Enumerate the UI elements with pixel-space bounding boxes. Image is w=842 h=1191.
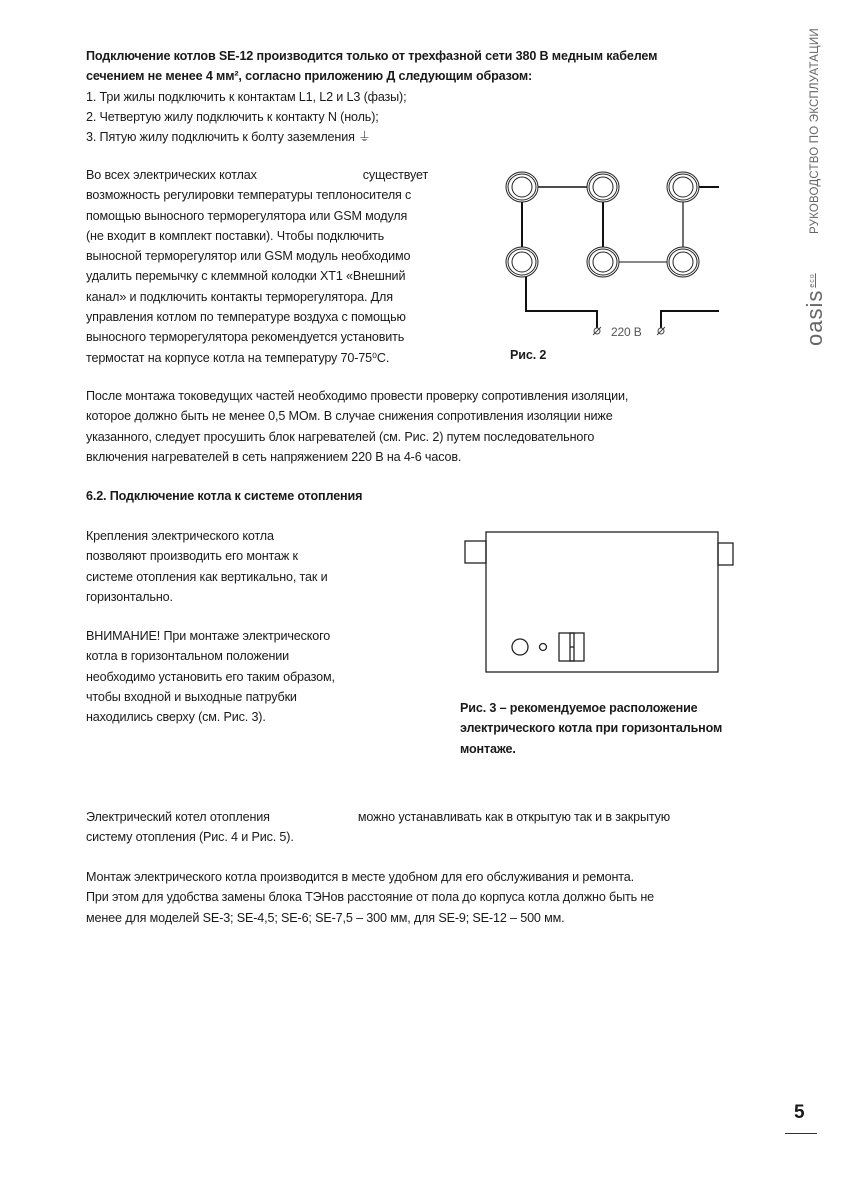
step-item: 3. Пятую жилу подключить к болту заземления ⏚ bbox=[86, 130, 371, 145]
text-line: находились сверху (см. Рис. 3). bbox=[86, 710, 266, 725]
text: можно устанавливать как в открытую так и в закрытую bbox=[357, 810, 671, 824]
text: Во всех электрических котлах bbox=[86, 168, 257, 182]
text-line: чтобы входной и выходные патрубки bbox=[86, 689, 297, 704]
step-item: 1. Три жилы подключить к контактам L1, L2 и L3 (фазы); bbox=[86, 89, 407, 104]
heater-element-icon bbox=[506, 247, 538, 277]
intro-bold-line: Подключение котлов SE-12 производится только от трехфазной сети 380 В медным кабелем bbox=[86, 49, 658, 63]
text-line: помощью выносного терморегулятора или GSM модуля bbox=[86, 208, 408, 223]
intro-bold-line: сечением не менее 4 мм², согласно приложению Д следующим образом: bbox=[86, 69, 533, 84]
page-number-rule bbox=[785, 1133, 817, 1134]
step-item: 2. Четвертую жилу подключить к контакту N (ноль); bbox=[86, 109, 379, 124]
distance-paragraph bbox=[86, 867, 654, 928]
caption-line: Рис. 3 – рекомендуемое расположение bbox=[460, 701, 698, 715]
text-line: выносной терморегулятор или GSM модуль необходимо bbox=[86, 249, 411, 264]
heater-element-icon bbox=[587, 172, 619, 202]
text-line: выносного терморегулятора рекомендуется установить bbox=[86, 330, 405, 345]
insulation-paragraph bbox=[86, 386, 628, 467]
page-number: 5 bbox=[794, 1102, 805, 1123]
heater-element-icon bbox=[667, 172, 699, 202]
text-line: Монтаж электрического котла производится в месте удобном для его обслуживания и ремонта. bbox=[86, 870, 634, 884]
text-line: систему отопления (Рис. 4 и Рис. 5). bbox=[86, 830, 294, 845]
text: Электрический котел отопления bbox=[86, 810, 270, 824]
text-line: ВНИМАНИЕ! При монтаже электрического bbox=[86, 629, 331, 643]
text-line: менее для моделей SE-3; SE-4,5; SE-6; SE-7,5 – 300 мм, для SE-9; SE-12 – 500 мм. bbox=[86, 910, 565, 925]
section-heading: 6.2. Подключение котла к системе отопления bbox=[86, 489, 363, 503]
text-line: горизонтально. bbox=[86, 589, 173, 604]
text-line: позволяют производить его монтаж к bbox=[86, 549, 298, 564]
text-line: указанного, следует просушить блок нагревателей (см. Рис. 2) путем последовательного bbox=[86, 429, 595, 444]
text-line: канал» и подключить контакты терморегулятора. Для bbox=[86, 289, 393, 304]
boiler-horizontal-diagram bbox=[465, 532, 733, 672]
heater-element-icon bbox=[506, 172, 538, 202]
text-line: которое должно быть не менее 0,5 МОм. В случае снижения сопротивления изоляции ниже bbox=[86, 409, 613, 424]
manual-title: РУКОВОДСТВО ПО ЭКСПЛУАТАЦИИ bbox=[809, 28, 821, 234]
figure3-caption bbox=[460, 698, 722, 759]
text-line: (не входит в комплект поставки). Чтобы подключить bbox=[86, 228, 385, 243]
text-line: Крепления электрического котла bbox=[86, 529, 274, 543]
text-line: возможность регулировки температуры теплоносителя с bbox=[86, 188, 412, 203]
text-line: После монтажа токоведущих частей необходимо провести проверку сопротивления изоляции, bbox=[86, 389, 629, 403]
text-line: термостат на корпусе котла на температуру 70-75⁰С. bbox=[86, 350, 390, 365]
text-line: котла в горизонтальном положении bbox=[86, 649, 290, 664]
voltage-label: 220 В bbox=[611, 325, 642, 339]
text: существует bbox=[362, 168, 429, 182]
caption-line: электрического котла при горизонтальном bbox=[460, 721, 723, 736]
figure2-caption: Рис. 2 bbox=[510, 348, 547, 362]
heater-element-icon bbox=[667, 247, 699, 277]
text-line: удалить перемычку с клеммной колодки ХТ1 «Внешний bbox=[86, 269, 406, 284]
text-line: При этом для удобства замены блока ТЭНов расстояние от пола до корпуса котла должно быть не bbox=[86, 890, 655, 905]
text-line: управления котлом по температуре воздуха с помощью bbox=[86, 310, 406, 325]
text-line: системе отопления как вертикально, так и bbox=[86, 569, 328, 584]
text-line: необходимо установить его таким образом, bbox=[86, 669, 335, 684]
heater-element-icon bbox=[587, 247, 619, 277]
warning-paragraph bbox=[86, 626, 335, 727]
system-paragraph bbox=[86, 807, 670, 848]
brand-logo bbox=[802, 273, 828, 346]
mounting-paragraph bbox=[86, 526, 327, 607]
caption-line: монтаже. bbox=[460, 741, 516, 756]
text-line: включения нагревателей в сеть напряжением 220 В на 4-6 часов. bbox=[86, 449, 462, 464]
brand-name: oasis bbox=[802, 289, 827, 346]
brand-sup: eco bbox=[808, 273, 816, 288]
